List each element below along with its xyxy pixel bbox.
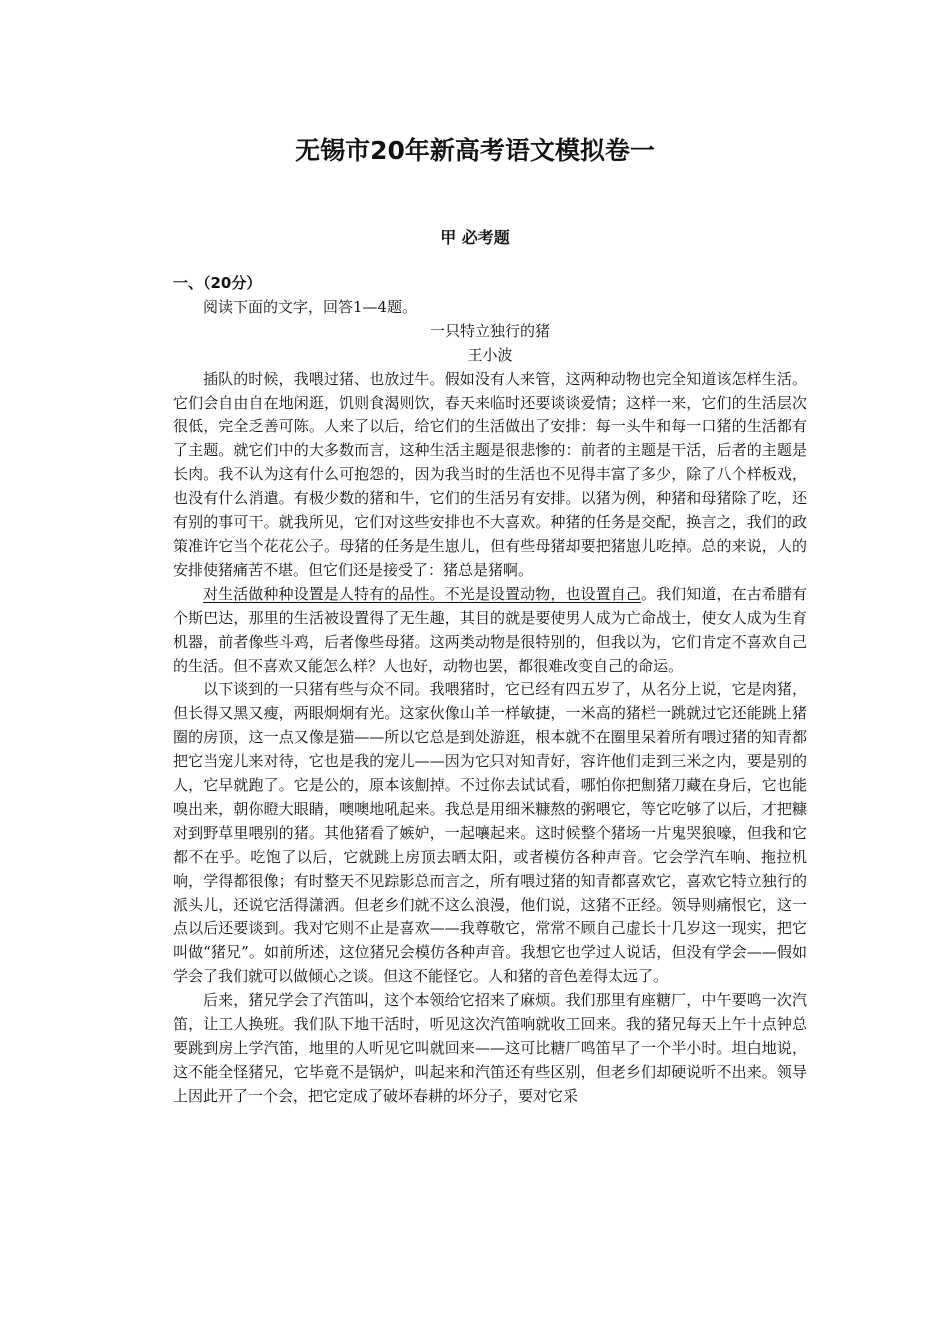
- paragraph-4: 后来，猪兄学会了汽笛叫，这个本领给它招来了麻烦。我们那里有座糖厂，中午要鸣一次汽笛，让工人换班。我们队下地干活时，听见这次汽笛响就收工回来。我的猪兄每天上午十点钟总要跳到房上学汽笛，地里的人听见它叫就回来——这可比糖厂鸣笛早了一个半小时。坦白地说，这不能全怪猪兄，它毕竟不是锅炉，叫起来和汽笛还有些区别，但老乡们却硬说听不出来。领导上因此开了一个会，把它定成了破坏春耕的坏分子，要对它采: [173, 991, 807, 1105]
- section-title: 甲 必考题: [440, 228, 510, 247]
- article-title: 一只特立独行的猪: [429, 321, 550, 340]
- paragraph-2: [173, 583, 807, 679]
- article-author: 王小波: [467, 345, 513, 364]
- paragraph-3: 以下谈到的一只猪有些与众不同。我喂猪时，它已经有四五岁了，从名分上说，它是肉猪，但长得又黑又瘦，两眼炯炯有光。这家伙像山羊一样敏捷，一米高的猪栏一跳就过它还能跳上猪圈的房顶，这一点又像是猫——所以它总是到处游逛，根本就不在圈里呆着所有喂过猪的知青都把它当宠儿来对待，它也是我的宠儿——因为它只对知青好，容许他们走到三米之内，要是别的人，它早就跑了。它是公的，原本该劁掉。不过你去试试看，哪怕你把劁猪刀藏在身后，它也能嗅出来，朝你瞪大眼睛，噢噢地吼起来。我总是用细米糠熬的粥喂它，等它吃够了以后，才把糠对到野草里喂别的猪。其他猪看了嫉妒，一起嚷起来。这时候整个猪场一片鬼哭狼嚎，但我和它都不在乎。吃饱了以后，它就跳上房顶去晒太阳，或者模仿各种声音。它会学汽车响、拖拉机响，学得都很像；有时整天不见踪影总而言之，所有喂过猪的知青都喜欢它，喜欢它特立独行的派头儿，还说它活得潇洒。但老乡们就不这么浪漫，他们说，这猪不正经。领导则痛恨它，这一点以后还要谈到。我对它则不止是喜欢——我尊敬它，常常不顾自己虚长十几岁这一现实，把它叫做“猪兄”。如前所述，这位猪兄会模仿各种声音。我想它也学过人说话，但没有学会——假如学会了我们就可以做倾心之谈。但这不能怪它。人和猪的音色差得太远了。: [173, 680, 807, 986]
- paragraph-1: 插队的时候，我喂过猪、也放过牛。假如没有人来管，这两种动物也完全知道该怎样生活。它们会自由自在地闲逛，饥则食渴则饮，春天来临时还要谈谈爱情；这样一来，它们的生活层次很低，完全乏善可陈。人来了以后，给它们的生活做出了安排：每一头牛和每一口猪的生活都有了主题。就它们中的大多数而言，这种生活主题是很悲惨的：前者的主题是干活，后者的主题是长肉。我不认为这有什么可抱怨的，因为我当时的生活也不见得丰富了多少，除了八个样板戏，也没有什么消遣。有极少数的猪和牛，它们的生活另有安排。以猪为例，种猪和母猪除了吃，还有别的事可干。就我所见，它们对这些安排也不大喜欢。种猪的任务是交配，换言之，我们的政策准许它当个花花公子。母猪的任务是生崽儿，但有些母猪却要把猪崽儿吃掉。总的来说，人的安排使猪痛苦不堪。但它们还是接受了：猪总是猪啊。: [173, 369, 807, 579]
- document-body: [173, 272, 807, 1109]
- reading-instruction: 阅读下面的文字，回答1—4题。: [203, 297, 418, 316]
- question-heading: 一、（20分）: [173, 274, 262, 292]
- paragraph-2-rest: 。我们知道，在古希腊有个斯巴达，那里的生活被设置得了无生趣，其目的就是要使男人成为亡命战士，使女人成为生育机器，前者像些斗鸡，后者像些母猪。这两类动物是很特别的，但我以为，它们肯定不喜欢自己的生活。但不喜欢又能怎么样？人也好，动物也罢，都很难改变自己的命运。: [173, 584, 807, 675]
- document-title: 无锡市20年新高考语文模拟卷一: [295, 136, 655, 165]
- underlined-sentence: 对生活做种种设置是人特有的品性。不光是设置动物，也设置自己: [203, 584, 641, 603]
